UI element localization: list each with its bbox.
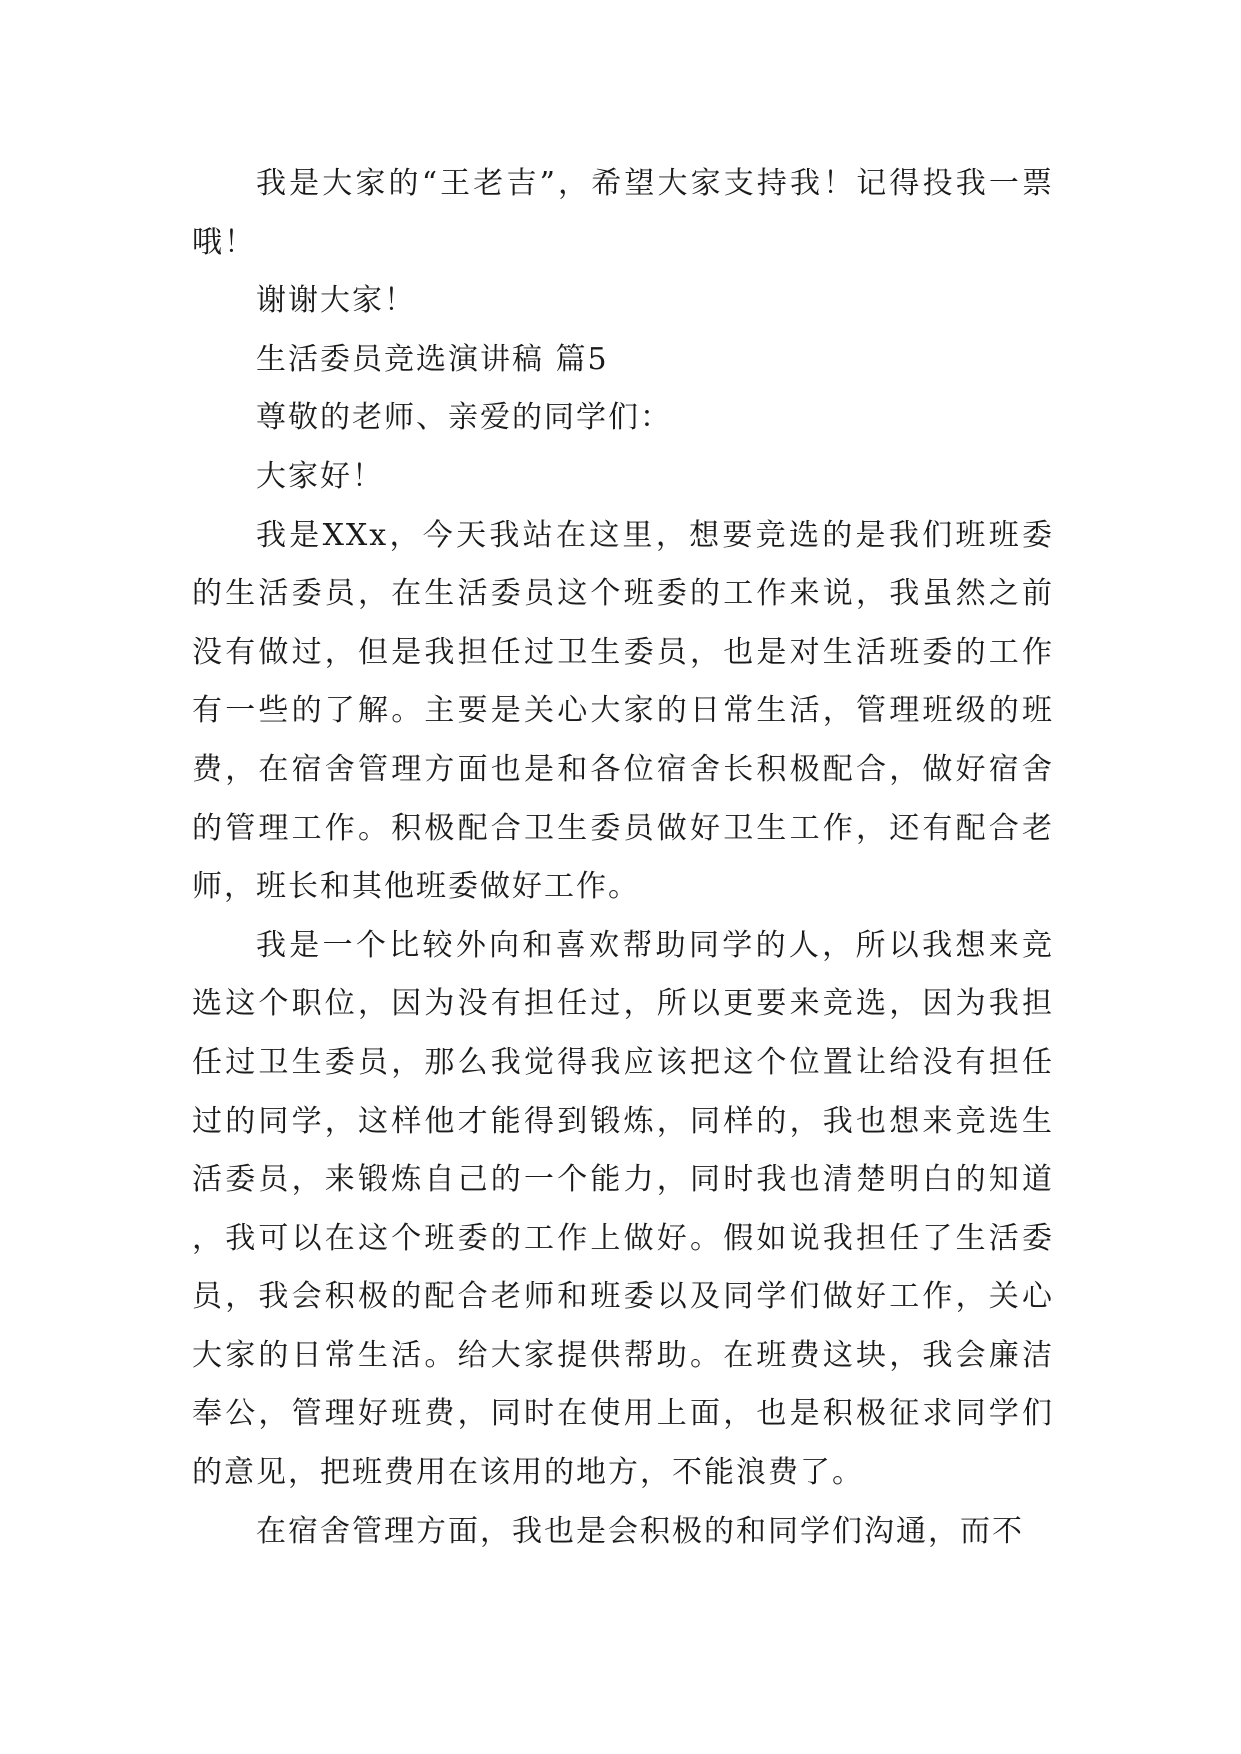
paragraph-motivation: 我是一个比较外向和喜欢帮助同学的人，所以我想来竞选这个职位，因为没有担任过，所以更要来竞选，因为我担任过卫生委员，那么我觉得我应该把这个位置让给没有担任过的同学，这样他才能得到锻炼，同样的，我也想来竞选生活委员，来锻炼自己的一个能力，同时我也清楚明白的知道，我可以在这个班委的工作上做好。假如说我担任了生活委员，我会积极的配合老师和班委以及同学们做好工作，关心大家的日常生活。给大家提供帮助。在班费这块，我会廉洁奉公，管理好班费，同时在使用上面，也是积极征求同学们的意见，把班费用在该用的地方，不能浪费了。 <box>192 927 1054 1491</box>
paragraph-vote-request: 我是大家的“王老吉”，希望大家支持我！记得投我一票哦！ <box>192 166 1054 260</box>
salutation: 尊敬的老师、亲爱的同学们： <box>256 400 672 436</box>
greeting: 大家好！ <box>256 458 384 494</box>
paragraph-thanks: 谢谢大家！ <box>256 283 416 319</box>
section-heading: 生活委员竞选演讲稿 篇5 <box>256 341 609 377</box>
document-body <box>192 155 1054 1561</box>
paragraph-dorm-management: 在宿舍管理方面，我也是会积极的和同学们沟通，而不 <box>256 1513 1024 1549</box>
paragraph-introduction: 我是XXx，今天我站在这里，想要竞选的是我们班班委的生活委员，在生活委员这个班委的工作来说，我虽然之前没有做过，但是我担任过卫生委员，也是对生活班委的工作有一些的了解。主要是关心大家的日常生活，管理班级的班费，在宿舍管理方面也是和各位宿舍长积极配合，做好宿舍的管理工作。积极配合卫生委员做好卫生工作，还有配合老师，班长和其他班委做好工作。 <box>192 517 1054 905</box>
